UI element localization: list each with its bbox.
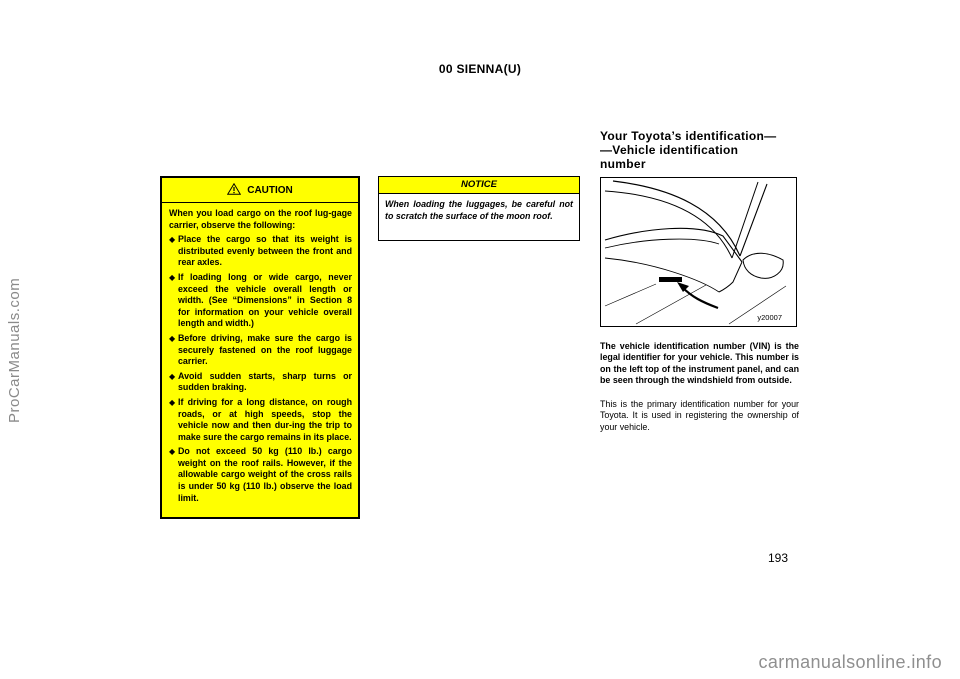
caution-box xyxy=(160,176,360,519)
section-title-line: —Vehicle identification xyxy=(600,143,739,157)
vin-description-bold: The vehicle identification number (VIN) is the legal identifier for your vehicle. This number is on the left top of the instrument panel, and can be seen through the windshield from outside. xyxy=(600,341,799,386)
caution-bullet: ◆ If driving for a long distance, on rough roads, or at high speeds, stop the vehicle now and then dur-ing the trip to make sure the cargo remains in its place. xyxy=(169,396,352,442)
caution-bullet: ◆ If loading long or wide cargo, never exceed the vehicle overall length or width. (See “Dimensions” in Section 8 for information on your vehicle overall length and width.) xyxy=(169,271,352,329)
caution-intro: When you load cargo on the roof lug-gage carrier, observe the following: xyxy=(169,208,352,230)
bottom-watermark: carmanualsonline.info xyxy=(758,652,942,672)
caution-body xyxy=(162,203,358,504)
warning-triangle-icon xyxy=(227,183,241,198)
caution-title: CAUTION xyxy=(247,184,293,196)
page-header-title: 00 SIENNA(U) xyxy=(438,62,522,76)
notice-title: NOTICE xyxy=(379,177,579,194)
caution-bullet: ◆ Do not exceed 50 kg (110 lb.) cargo weight on the roof rails. However, if the allowable cargo weight of the cross rails is under 50 kg (110 lb.) observe the load limit. xyxy=(169,446,352,503)
notice-box xyxy=(378,176,580,241)
page-number: 193 xyxy=(768,551,789,565)
vin-description: This is the primary identification number for your Toyota. It is used in registering the ownership of your vehicle. xyxy=(600,399,799,432)
vin-location-illustration xyxy=(600,177,797,327)
caution-bullet: ◆ Avoid sudden starts, sharp turns or sudden braking. xyxy=(169,370,352,393)
caution-bullet: ◆ Place the cargo so that its weight is distributed evenly between the front and rear axles. xyxy=(169,234,352,268)
section-title-line: Your Toyota’s identification— xyxy=(600,129,777,143)
caution-bullet: ◆ Before driving, make sure the cargo is securely fastened on the roof luggage carrier. xyxy=(169,332,352,367)
section-title-line: number xyxy=(600,157,646,171)
notice-text: When loading the luggages, be careful not to scratch the surface of the moon roof. xyxy=(385,199,573,221)
section-title xyxy=(600,129,800,171)
side-watermark: ProCarManuals.com xyxy=(6,277,23,423)
caution-header xyxy=(162,178,358,203)
dashboard-windshield-drawing xyxy=(601,178,796,326)
figure-code: y20007 xyxy=(757,313,782,322)
